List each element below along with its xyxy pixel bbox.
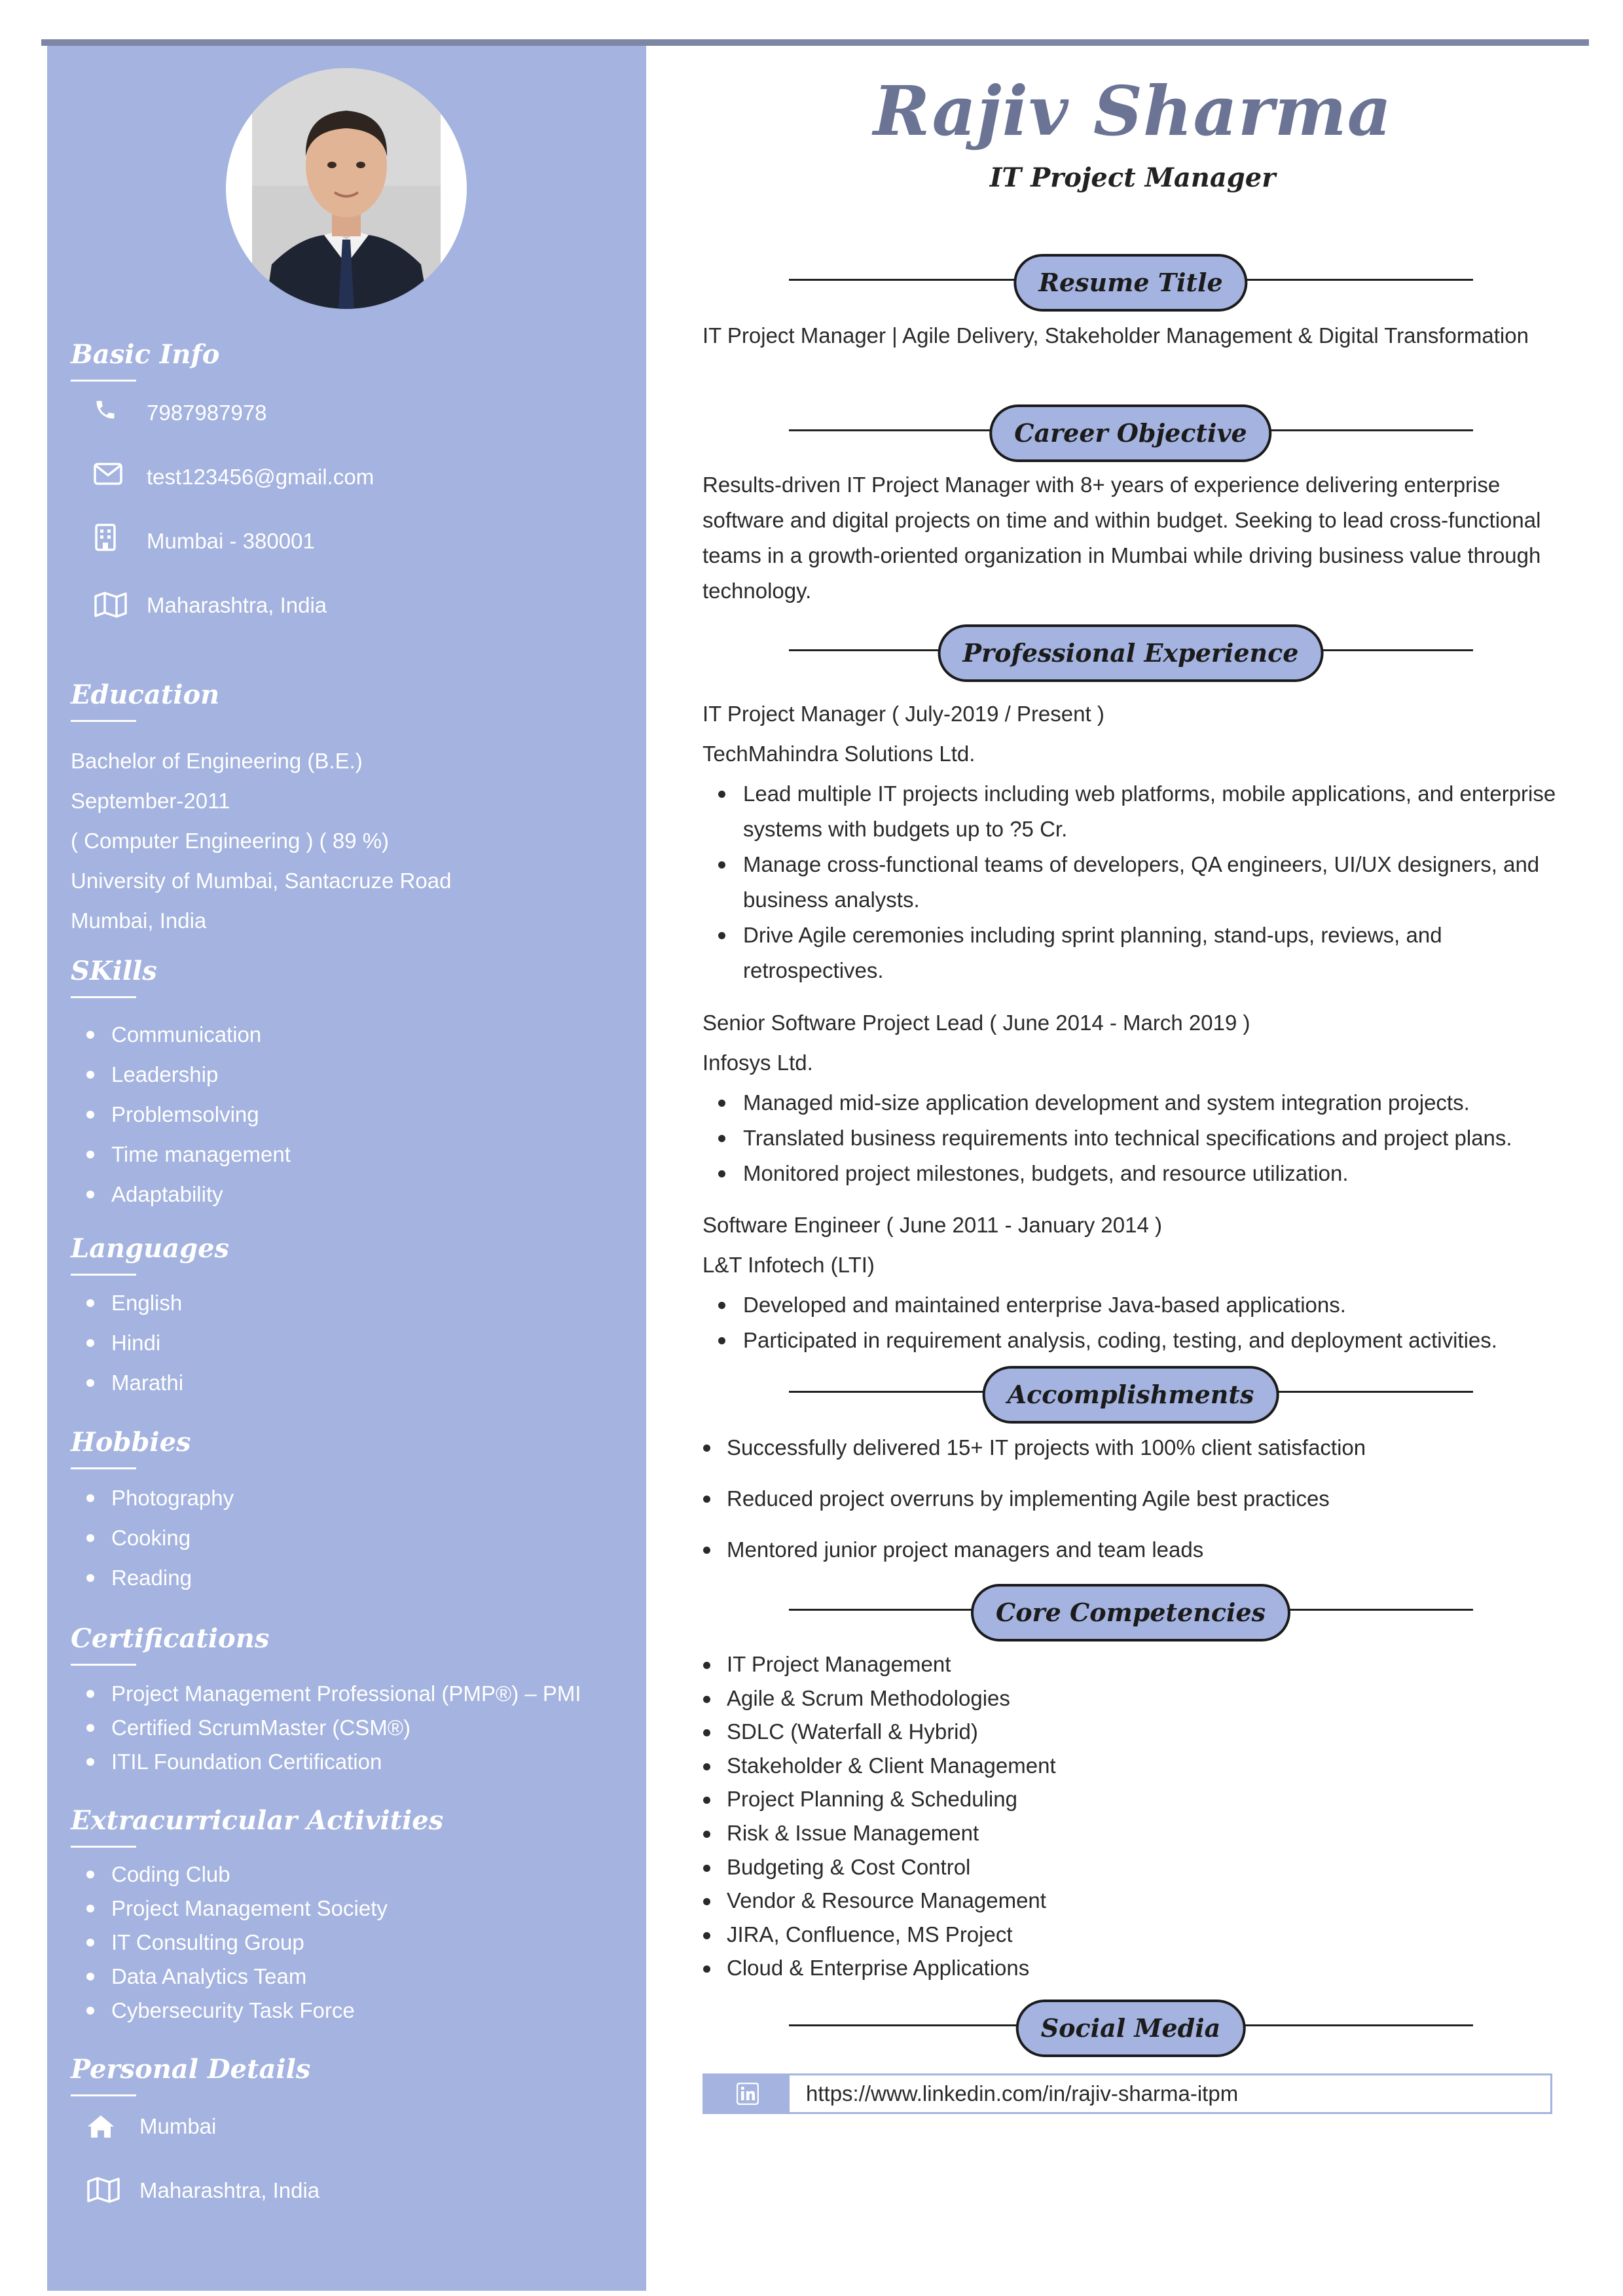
core-competencies-list	[727, 1647, 1056, 1985]
list-item: Stakeholder & Client Management	[727, 1749, 1056, 1783]
personal-details-heading: Personal Details	[71, 2054, 311, 2085]
job-bullets	[743, 1287, 1588, 1358]
heading-underline	[71, 1846, 136, 1848]
education-heading: Education	[71, 679, 220, 710]
heading-underline	[71, 720, 136, 722]
candidate-role: IT Project Manager	[989, 162, 1276, 193]
job-company: TechMahindra Solutions Ltd.	[702, 742, 976, 766]
email-text: test123456@gmail.com	[147, 465, 374, 489]
list-item: Drive Agile ceremonies including sprint planning, stand-ups, reviews, and retrospectives.	[743, 918, 1588, 988]
list-item: Time management	[85, 1134, 291, 1174]
social-media-heading: Social Media	[1016, 2000, 1246, 2057]
phone-text: 7987987978	[147, 401, 267, 425]
list-item: Successfully delivered 15+ IT projects with 100% client satisfaction	[727, 1430, 1366, 1465]
personal-state-text: Maharashtra, India	[139, 2178, 320, 2202]
home-icon	[86, 2114, 115, 2139]
list-item: Project Management Society	[85, 1892, 388, 1926]
list-item: SDLC (Waterfall & Hybrid)	[727, 1715, 1056, 1749]
phone-icon	[94, 398, 117, 422]
languages-list	[85, 1283, 183, 1403]
list-item: Reduced project overruns by implementing Agile best practices	[727, 1481, 1366, 1516]
list-item: Communication	[85, 1014, 291, 1054]
list-item: Developed and maintained enterprise Java-based applications.	[743, 1287, 1588, 1323]
job-title: Senior Software Project Lead ( June 2014 - March 2019 )	[702, 1011, 1250, 1035]
accomplishments-list	[727, 1430, 1366, 1583]
hobbies-heading: Hobbies	[71, 1427, 191, 1458]
list-item: Hindi	[85, 1323, 183, 1363]
list-item: Adaptability	[85, 1174, 291, 1214]
heading-underline	[71, 1664, 136, 1666]
state-text: Maharashtra, India	[147, 593, 327, 617]
building-icon	[95, 524, 116, 551]
map-icon	[86, 2177, 120, 2203]
career-objective-heading: Career Objective	[989, 404, 1271, 462]
certifications-list	[85, 1677, 581, 1779]
list-item: Cooking	[85, 1518, 234, 1558]
education-field: ( Computer Engineering ) ( 89 %)	[71, 829, 390, 853]
list-item: Problemsolving	[85, 1094, 291, 1134]
map-icon	[94, 592, 128, 618]
list-item: Vendor & Resource Management	[727, 1884, 1056, 1918]
candidate-name: Rajiv Sharma	[873, 71, 1393, 151]
list-item: English	[85, 1283, 183, 1323]
list-item: Data Analytics Team	[85, 1960, 388, 1994]
list-item: Cloud & Enterprise Applications	[727, 1951, 1056, 1985]
linkedin-icon	[737, 2083, 759, 2105]
basic-info-heading: Basic Info	[71, 339, 220, 370]
list-item: Coding Club	[85, 1857, 388, 1892]
job-bullets	[743, 1085, 1588, 1191]
city-text: Mumbai - 380001	[147, 529, 315, 553]
professional-experience-heading: Professional Experience	[938, 624, 1324, 682]
list-item: Leadership	[85, 1054, 291, 1094]
heading-underline	[71, 1274, 136, 1276]
core-competencies-heading: Core Competencies	[971, 1584, 1290, 1641]
heading-underline	[71, 1467, 136, 1469]
list-item: Participated in requirement analysis, coding, testing, and deployment activities.	[743, 1323, 1588, 1358]
education-location: Mumbai, India	[71, 908, 207, 933]
job-company: Infosys Ltd.	[702, 1050, 813, 1075]
heading-underline	[71, 996, 136, 998]
career-objective-text: Results-driven IT Project Manager with 8+ years of experience delivering enterprise software and digital projects on time and within budget. Seeking to lead cross-functional teams in a growth-oriented organization in Mumbai while driving business value through technology.	[702, 473, 1541, 603]
extracurricular-list	[85, 1857, 388, 2028]
list-item: Agile & Scrum Methodologies	[727, 1681, 1056, 1715]
languages-heading: Languages	[71, 1233, 230, 1264]
list-item: ITIL Foundation Certification	[85, 1745, 581, 1779]
social-media-row	[702, 2073, 1552, 2114]
list-item: Monitored project milestones, budgets, and resource utilization.	[743, 1156, 1588, 1191]
list-item: Marathi	[85, 1363, 183, 1403]
list-item: Managed mid-size application development and system integration projects.	[743, 1085, 1588, 1121]
hobbies-list	[85, 1478, 234, 1598]
list-item: Cybersecurity Task Force	[85, 1994, 388, 2028]
heading-underline	[71, 380, 136, 382]
list-item: Mentored junior project managers and team leads	[727, 1532, 1366, 1568]
profile-photo	[226, 68, 467, 309]
accomplishments-heading: Accomplishments	[983, 1366, 1279, 1424]
education-university: University of Mumbai, Santacruze Road	[71, 869, 452, 893]
education-degree: Bachelor of Engineering (B.E.)	[71, 749, 363, 773]
extracurricular-heading: Extracurricular Activities	[71, 1805, 444, 1836]
certifications-heading: Certifications	[71, 1623, 270, 1654]
list-item: Manage cross-functional teams of developers, QA engineers, UI/UX designers, and business analysts.	[743, 847, 1588, 918]
personal-city-text: Mumbai	[139, 2114, 217, 2138]
top-accent-bar	[41, 39, 1589, 46]
skills-heading: SKills	[71, 956, 157, 986]
resume-title-text: IT Project Manager | Agile Delivery, Stakeholder Management & Digital Transformation	[702, 323, 1529, 348]
job-title: Software Engineer ( June 2011 - January 2014 )	[702, 1213, 1162, 1237]
job-title: IT Project Manager ( July-2019 / Present )	[702, 702, 1104, 726]
list-item: Risk & Issue Management	[727, 1816, 1056, 1850]
list-item: Reading	[85, 1558, 234, 1598]
linkedin-link[interactable]: https://www.linkedin.com/in/rajiv-sharma-itpm	[806, 2081, 1239, 2106]
list-item: Certified ScrumMaster (CSM®)	[85, 1711, 581, 1745]
list-item: JIRA, Confluence, MS Project	[727, 1918, 1056, 1952]
heading-underline	[71, 2094, 136, 2096]
list-item: Lead multiple IT projects including web platforms, mobile applications, and enterprise systems with budgets up to ?5 Cr.	[743, 776, 1588, 847]
list-item: Project Management Professional (PMP®) – PMI	[85, 1677, 581, 1711]
skills-list	[85, 1014, 291, 1214]
list-item: Budgeting & Cost Control	[727, 1850, 1056, 1884]
email-icon	[94, 462, 122, 486]
list-item: IT Project Management	[727, 1647, 1056, 1681]
education-date: September-2011	[71, 789, 230, 813]
job-bullets	[743, 776, 1588, 988]
list-item: Project Planning & Scheduling	[727, 1782, 1056, 1816]
list-item: IT Consulting Group	[85, 1926, 388, 1960]
job-company: L&T Infotech (LTI)	[702, 1253, 875, 1277]
linkedin-icon-cell	[704, 2075, 790, 2112]
list-item: Photography	[85, 1478, 234, 1518]
list-item: Translated business requirements into technical specifications and project plans.	[743, 1121, 1588, 1156]
avatar	[226, 68, 467, 309]
resume-title-heading: Resume Title	[1013, 254, 1247, 312]
